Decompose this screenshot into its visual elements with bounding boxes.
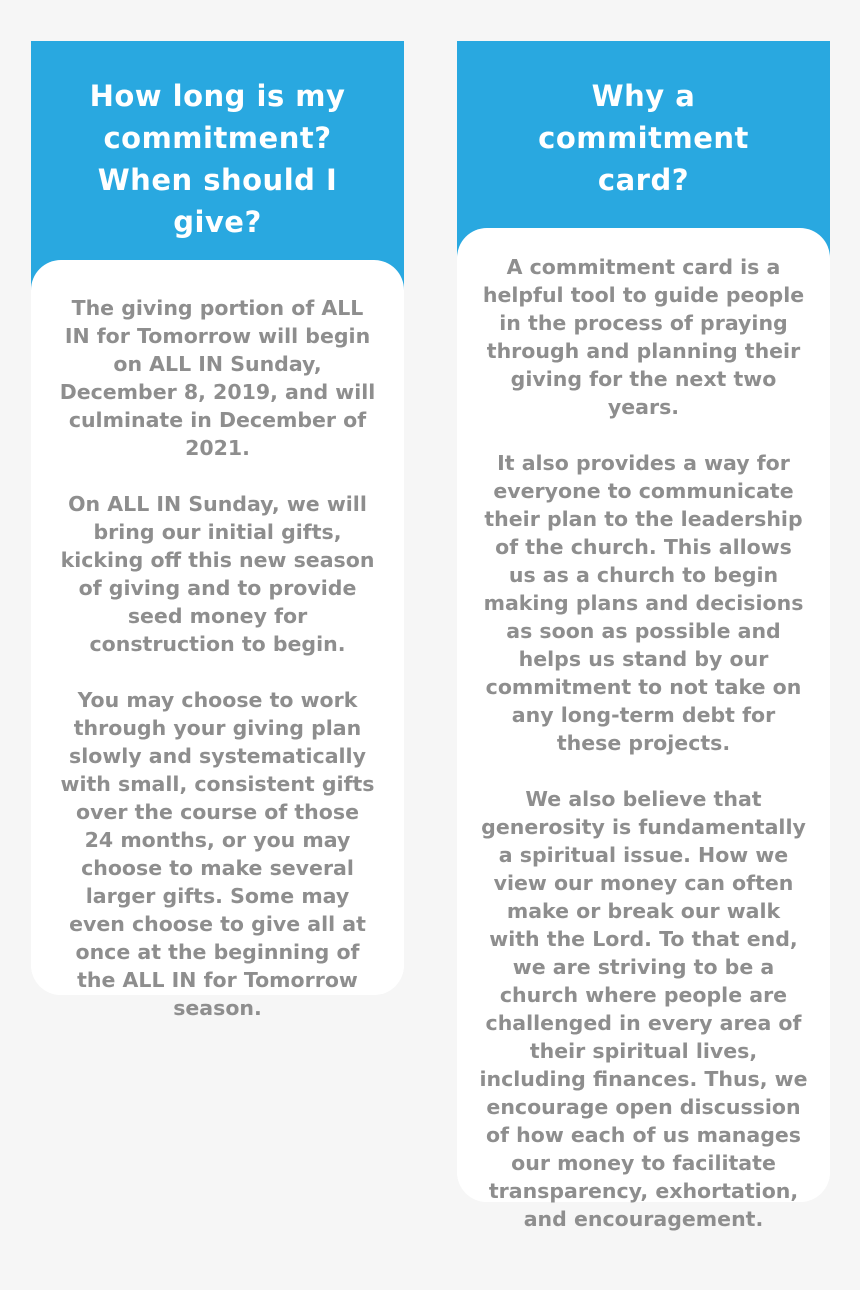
faq-card-commitment-length (31, 41, 404, 1020)
paragraph-helpful-tool: A commitment card is a helpful tool to guide people in the process of praying through and planning their giving for the next two years. (482, 255, 805, 419)
faq-card-why-commitment-card (457, 41, 830, 1231)
paragraph-giving-plan: You may choose to work through your giving plan slowly and systematically with small, consistent gifts over the course of those 24 months, or you may choose to make several larger gifts. Some may even choose to give all at once at the beginning of the ALL IN for Tomorrow season. (60, 688, 375, 1020)
card-body (457, 228, 830, 1231)
card-title: How long is my commitment? When should I give? (89, 79, 346, 239)
paragraph-generosity: We also believe that generosity is fundamentally a spiritual issue. How we view our money can often make or break our walk with the Lord. To that end, we are striving to be a church where people are challenged in every area of their spiritual lives, including finances. Thus, we encourage open discussion of how each of us manages our money to facilitate transparency, exhortation, and encouragement. (479, 787, 808, 1231)
paragraph-start-date: The giving portion of ALL IN for Tomorrow will begin on ALL IN Sunday, December 8, 2019, and will culminate in December of 2021. (59, 296, 376, 460)
paragraph-communicate-plan: It also provides a way for everyone to communicate their plan to the leadership of the church. This allows us as a church to begin making plans and decisions as soon as possible and helps us stand by our commitment to not take on any long-term debt for these projects. (483, 451, 804, 755)
card-title: Why a commitment card? (538, 79, 749, 197)
card-body (31, 260, 404, 1020)
paragraph-initial-gifts: On ALL IN Sunday, we will bring our initial gifts, kicking off this new season of giving and to provide seed money for construction to begin. (60, 492, 375, 656)
